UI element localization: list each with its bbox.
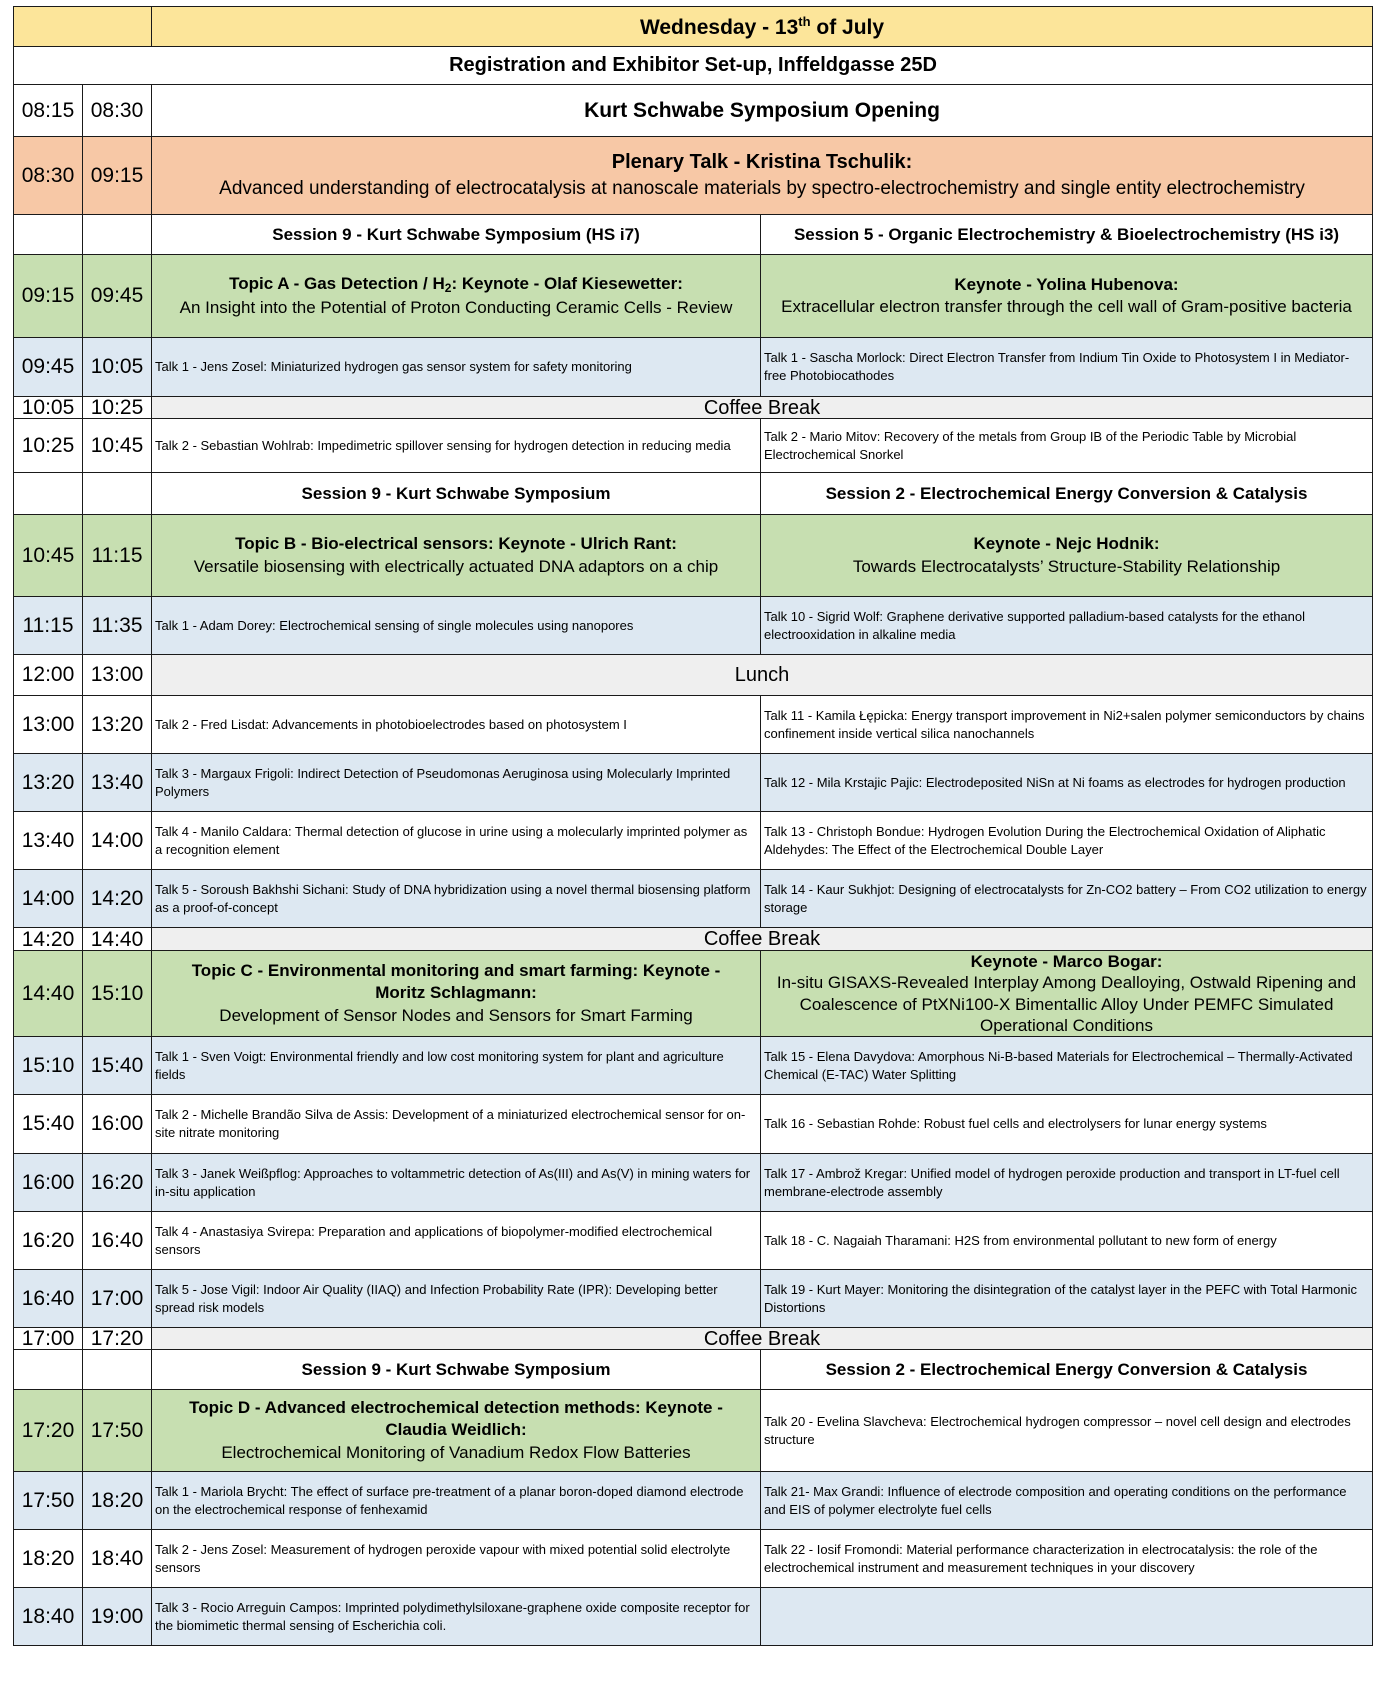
time-end: 14:40: [83, 928, 152, 951]
day-header-row: [14, 7, 1373, 47]
opening-title: Kurt Schwabe Symposium Opening: [152, 85, 1373, 137]
talk-row: [14, 812, 1373, 870]
time-start: 08:30: [14, 137, 83, 215]
time-end: 13:40: [83, 754, 152, 812]
talk-row: [14, 419, 1373, 473]
keynote-right: [761, 255, 1373, 338]
keynote-row: [14, 1390, 1373, 1472]
plenary-row: [14, 137, 1373, 215]
keynote-title: Topic A - Gas Detection / $H_2$: Keynote - Olaf Kiesewetter:: [229, 274, 683, 296]
day-header-blank: [14, 7, 152, 47]
talk-row: [14, 1472, 1373, 1530]
talk-row: [14, 338, 1373, 397]
session-header-row: [14, 215, 1373, 255]
time-end: 16:00: [83, 1095, 152, 1154]
plenary-title: Plenary Talk - Kristina Tschulik:: [611, 151, 913, 174]
talk-right: Talk 22 - Iosif Fromondi: Material performance characterization in electrocatalysis: the role of the electrochemical instrument and measurement techniques in your discovery: [761, 1530, 1373, 1588]
talk-right: Talk 19 - Kurt Mayer: Monitoring the disintegration of the catalyst layer in the PEFC with Total Harmonic Distortions: [761, 1270, 1373, 1328]
talk-right: Talk 2 - Mario Mitov: Recovery of the metals from Group IB of the Periodic Table by Microbial Electrochemical Snorkel: [761, 419, 1373, 473]
time-end: 14:20: [83, 870, 152, 928]
talk-left: Talk 1 - Sven Voigt: Environmental friendly and low cost monitoring system for plant and agriculture fields: [152, 1037, 761, 1095]
time-empty: [14, 1350, 83, 1390]
talk-row: [14, 1037, 1373, 1095]
keynote-subtitle: Development of Sensor Nodes and Sensors for Smart Farming: [219, 1005, 693, 1025]
time-end: 10:05: [83, 338, 152, 397]
coffee-break-row: [14, 928, 1373, 951]
registration-row: [14, 47, 1373, 85]
time-end: 17:20: [83, 1328, 152, 1350]
keynote-title: Keynote - Marco Bogar:: [970, 952, 1163, 971]
time-start: 17:50: [14, 1472, 83, 1530]
talk-right: Talk 11 - Kamila Łępicka: Energy transport improvement in Ni2+salen polymer semiconductors by chains confinement inside vertical silica nanochannels: [761, 696, 1373, 754]
talk-left: Talk 1 - Mariola Brycht: The effect of surface pre-treatment of a planar boron-doped diamond electrode on the electrochemical response of fenhexamid: [152, 1472, 761, 1530]
coffee-break-label: Coffee Break: [152, 928, 1373, 951]
time-end: 11:35: [83, 597, 152, 655]
session-right-title: Session 2 - Electrochemical Energy Conversion & Catalysis: [761, 473, 1373, 515]
time-end: 14:00: [83, 812, 152, 870]
time-empty: [83, 215, 152, 255]
session-right-title: Session 2 - Electrochemical Energy Conversion & Catalysis: [761, 1350, 1373, 1390]
keynote-right: [761, 515, 1373, 597]
keynote-title-cont: Claudia Weidlich:: [385, 1420, 527, 1440]
talk-right: Talk 12 - Mila Krstajic Pajic: Electrodeposited NiSn at Ni foams as electrodes for hydrogen production: [761, 754, 1373, 812]
time-start: 12:00: [14, 655, 83, 696]
session-left-title: Session 9 - Kurt Schwabe Symposium (HS i7): [152, 215, 761, 255]
time-start: 16:00: [14, 1154, 83, 1212]
keynote-subtitle: Towards Electrocatalysts’ Structure-Stability Relationship: [852, 556, 1281, 576]
talk-row: [14, 597, 1373, 655]
time-end: 09:45: [83, 255, 152, 338]
time-end: 10:25: [83, 397, 152, 419]
talk-row: [14, 870, 1373, 928]
time-end: 18:40: [83, 1530, 152, 1588]
talk-row: [14, 696, 1373, 754]
talk-right: Talk 17 - Ambrož Kregar: Unified model of hydrogen peroxide production and transport in LT-fuel cell membrane-electrode assembly: [761, 1154, 1373, 1212]
time-start: 17:20: [14, 1390, 83, 1472]
time-start: 14:40: [14, 951, 83, 1037]
time-start: 15:10: [14, 1037, 83, 1095]
talk-right: Talk 15 - Elena Davydova: Amorphous Ni-B-based Materials for Electrochemical – Thermally-Activated Chemical (E-TAC) Water Splitting: [761, 1037, 1373, 1095]
time-end: 13:00: [83, 655, 152, 696]
keynote-left: [152, 1390, 761, 1472]
keynote-row: [14, 515, 1373, 597]
talk-left: Talk 1 - Adam Dorey: Electrochemical sensing of single molecules using nanopores: [152, 597, 761, 655]
talk-row: [14, 754, 1373, 812]
keynote-title: Topic B - Bio-electrical sensors: Keynote - Ulrich Rant:: [235, 534, 677, 554]
time-empty: [14, 473, 83, 515]
talk-right: Talk 1 - Sascha Morlock: Direct Electron Transfer from Indium Tin Oxide to Photosystem I in Mediator-free Photobiocathodes: [761, 338, 1373, 397]
talk-left: Talk 4 - Anastasiya Svirepa: Preparation and applications of biopolymer-modified electrochemical sensors: [152, 1212, 761, 1270]
time-start: 13:20: [14, 754, 83, 812]
lunch-row: [14, 655, 1373, 696]
time-end: 09:15: [83, 137, 152, 215]
time-start: 14:00: [14, 870, 83, 928]
coffee-break-row: [14, 1328, 1373, 1350]
talk-left: Talk 3 - Margaux Frigoli: Indirect Detection of Pseudomonas Aeruginosa using Molecularly Imprinted Polymers: [152, 754, 761, 812]
keynote-row: [14, 255, 1373, 338]
lunch-label: Lunch: [152, 655, 1373, 696]
time-end: 11:15: [83, 515, 152, 597]
keynote-title: Topic D - Advanced electrochemical detection methods: Keynote -: [189, 1398, 723, 1418]
time-start: 08:15: [14, 85, 83, 137]
time-start: 09:45: [14, 338, 83, 397]
talk-right: Talk 18 - C. Nagaiah Tharamani: H2S from environmental pollutant to new form of energy: [761, 1212, 1373, 1270]
time-end: 17:00: [83, 1270, 152, 1328]
keynote-row: [14, 951, 1373, 1037]
talk-row: [14, 1270, 1373, 1328]
talk-left: Talk 1 - Jens Zosel: Miniaturized hydrogen gas sensor system for safety monitoring: [152, 338, 761, 397]
time-start: 10:25: [14, 419, 83, 473]
keynote-subtitle: Versatile biosensing with electrically actuated DNA adaptors on a chip: [193, 556, 719, 576]
talk-left: Talk 3 - Rocio Arreguin Campos: Imprinted polydimethylsiloxane-graphene oxide composite receptor for the biomimetic thermal sensing of Escherichia coli.: [152, 1588, 761, 1646]
talk-right: Talk 16 - Sebastian Rohde: Robust fuel cells and electrolysers for lunar energy systems: [761, 1095, 1373, 1154]
day-title: Wednesday - 13th of July: [152, 7, 1373, 47]
session-left-title: Session 9 - Kurt Schwabe Symposium: [152, 473, 761, 515]
talk-row: [14, 1154, 1373, 1212]
coffee-break-row: [14, 397, 1373, 419]
keynote-subtitle: Extracellular electron transfer through the cell wall of Gram-positive bacteria: [781, 297, 1352, 316]
keynote-right: [761, 951, 1373, 1037]
talk-row: [14, 1212, 1373, 1270]
time-end: 15:40: [83, 1037, 152, 1095]
time-end: 15:10: [83, 951, 152, 1037]
talk-right: Talk 10 - Sigrid Wolf: Graphene derivative supported palladium-based catalysts for the ethanol electrooxidation in alkaline media: [761, 597, 1373, 655]
keynote-left: [152, 515, 761, 597]
time-end: 10:45: [83, 419, 152, 473]
session-header-row: [14, 473, 1373, 515]
talk-right: Talk 14 - Kaur Sukhjot: Designing of electrocatalysts for Zn-CO2 battery – From CO2 utilization to energy storage: [761, 870, 1373, 928]
talk-right: Talk 20 - Evelina Slavcheva: Electrochemical hydrogen compressor – novel cell design and electrodes structure: [761, 1390, 1373, 1472]
time-empty: [83, 473, 152, 515]
time-empty: [14, 215, 83, 255]
time-start: 14:20: [14, 928, 83, 951]
session-left-title: Session 9 - Kurt Schwabe Symposium: [152, 1350, 761, 1390]
time-start: 10:05: [14, 397, 83, 419]
time-start: 18:40: [14, 1588, 83, 1646]
talk-right: [761, 1588, 1373, 1646]
talk-right: Talk 21- Max Grandi: Influence of electrode composition and operating conditions on the performance and EIS of polymer electrolyte fuel cells: [761, 1472, 1373, 1530]
keynote-title-cont: Moritz Schlagmann:: [375, 983, 537, 1003]
talk-left: Talk 4 - Manilo Caldara: Thermal detection of glucose in urine using a molecularly imprinted polymer as a recognition element: [152, 812, 761, 870]
talk-right: Talk 13 - Christoph Bondue: Hydrogen Evolution During the Electrochemical Oxidation of Aliphatic Aldehydes: The Effect of the Electrochemical Double Layer: [761, 812, 1373, 870]
time-start: 10:45: [14, 515, 83, 597]
time-start: 11:15: [14, 597, 83, 655]
time-empty: [83, 1350, 152, 1390]
time-end: 18:20: [83, 1472, 152, 1530]
session-header-row: [14, 1350, 1373, 1390]
talk-left: Talk 5 - Soroush Bakhshi Sichani: Study of DNA hybridization using a novel thermal biosensing platform as a proof-of-concept: [152, 870, 761, 928]
talk-left: Talk 2 - Sebastian Wohlrab: Impedimetric spillover sensing for hydrogen detection in reducing media: [152, 419, 761, 473]
keynote-title: Keynote - Yolina Hubenova:: [954, 274, 1179, 294]
talk-left: Talk 5 - Jose Vigil: Indoor Air Quality (IIAQ) and Infection Probability Rate (IPR): Developing better spread risk models: [152, 1270, 761, 1328]
talk-row: [14, 1588, 1373, 1646]
talk-left: Talk 3 - Janek Weißpflog: Approaches to voltammetric detection of As(III) and As(V) in mining waters for in-situ application: [152, 1154, 761, 1212]
plenary-subtitle: Advanced understanding of electrocatalysis at nanoscale materials by spectro-electrochemistry and single entity electrochemistry: [219, 178, 1305, 200]
plenary-talk: [152, 137, 1373, 215]
time-start: 09:15: [14, 255, 83, 338]
talk-row: [14, 1530, 1373, 1588]
coffee-break-label: Coffee Break: [152, 1328, 1373, 1350]
time-end: 19:00: [83, 1588, 152, 1646]
time-start: 13:00: [14, 696, 83, 754]
keynote-title: Topic C - Environmental monitoring and smart farming: Keynote -: [191, 961, 721, 981]
coffee-break-label: Coffee Break: [152, 397, 1373, 419]
opening-row: [14, 85, 1373, 137]
time-start: 18:20: [14, 1530, 83, 1588]
keynote-left: [152, 951, 761, 1037]
time-start: 16:40: [14, 1270, 83, 1328]
time-start: 13:40: [14, 812, 83, 870]
time-start: 16:20: [14, 1212, 83, 1270]
keynote-subtitle: An Insight into the Potential of Proton Conducting Ceramic Cells - Review: [179, 297, 733, 317]
keynote-left: [152, 255, 761, 338]
time-start: 15:40: [14, 1095, 83, 1154]
registration-label: Registration and Exhibitor Set-up, Inffeldgasse 25D: [14, 47, 1373, 85]
keynote-subtitle: In-situ GISAXS-Revealed Interplay Among Dealloying, Ostwald Ripening and Coalescence of PtXNi100-X Bimentallic Alloy Under PEMFC Simulated Operational Conditions: [776, 973, 1357, 1035]
talk-row: [14, 1095, 1373, 1154]
time-end: 16:40: [83, 1212, 152, 1270]
time-end: 13:20: [83, 696, 152, 754]
talk-left: Talk 2 - Fred Lisdat: Advancements in photobioelectrodes based on photosystem I: [152, 696, 761, 754]
keynote-subtitle: Electrochemical Monitoring of Vanadium Redox Flow Batteries: [221, 1442, 691, 1462]
talk-left: Talk 2 - Michelle Brandão Silva de Assis: Development of a miniaturized electrochemical sensor for on-site nitrate monitoring: [152, 1095, 761, 1154]
talk-left: Talk 2 - Jens Zosel: Measurement of hydrogen peroxide vapour with mixed potential solid electrolyte sensors: [152, 1530, 761, 1588]
time-end: 16:20: [83, 1154, 152, 1212]
schedule-table: [13, 6, 1373, 1646]
keynote-title: Keynote - Nejc Hodnik:: [973, 534, 1160, 554]
time-end: 17:50: [83, 1390, 152, 1472]
time-end: 08:30: [83, 85, 152, 137]
time-start: 17:00: [14, 1328, 83, 1350]
session-right-title: Session 5 - Organic Electrochemistry & Bioelectrochemistry (HS i3): [761, 215, 1373, 255]
